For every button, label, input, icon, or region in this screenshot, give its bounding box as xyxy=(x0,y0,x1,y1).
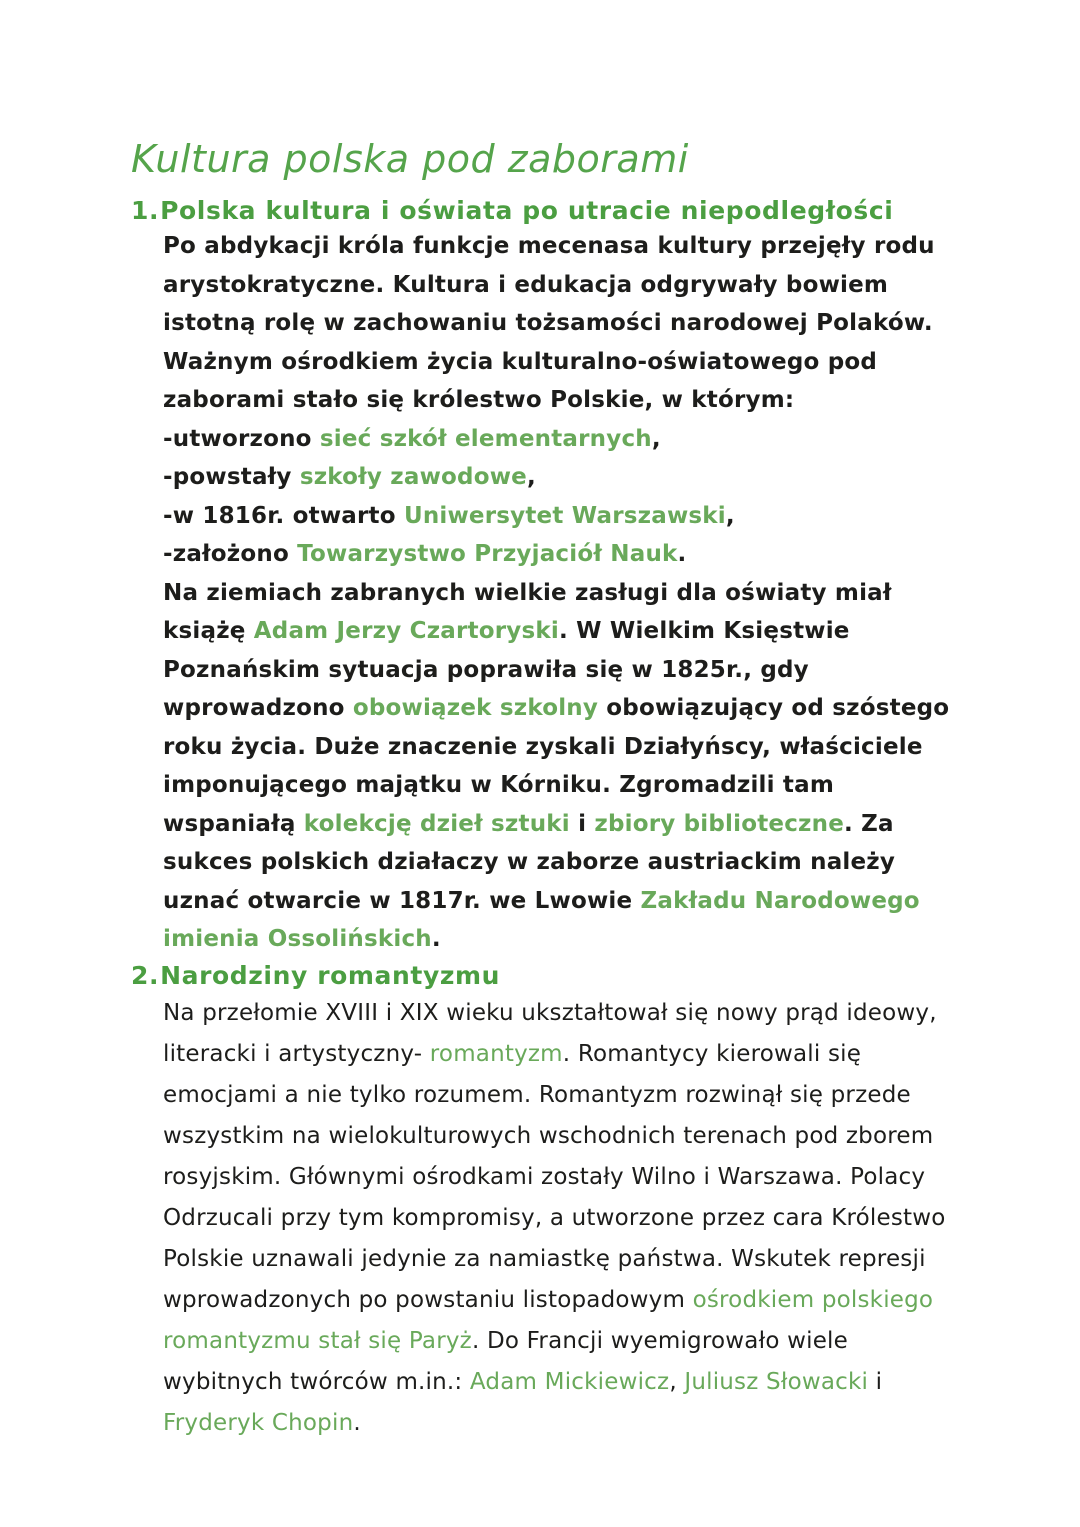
section-2 xyxy=(131,959,954,1444)
highlighted-term: ośrodkiem polskiego romantyzmu stał się Paryż xyxy=(163,1286,934,1354)
text-run: Na przełomie XVIII i XIX wieku ukształtował się nowy prąd ideowy, literacki i artystyczny- xyxy=(163,999,937,1067)
section-heading xyxy=(131,194,954,228)
section-heading-text: Narodziny romantyzmu xyxy=(160,960,501,990)
highlighted-term: Adam Jerzy Czartoryski xyxy=(253,618,559,645)
highlighted-term: Towarzystwo Przyjaciół Nauk xyxy=(297,541,678,568)
text-run: -powstały xyxy=(163,464,300,491)
section-number: 1. xyxy=(131,195,160,225)
highlighted-term: Adam Mickiewicz xyxy=(469,1368,670,1395)
section-body xyxy=(163,993,954,1444)
text-run: , xyxy=(526,464,536,491)
text-run: i xyxy=(569,810,595,837)
highlighted-term: zbiory biblioteczne xyxy=(594,810,845,837)
section-heading xyxy=(131,959,954,993)
highlighted-term: Zakładu Narodowego imienia Ossolińskich xyxy=(163,887,920,953)
text-run: . xyxy=(677,541,687,568)
list-item xyxy=(163,535,954,574)
list-item xyxy=(163,420,954,459)
text-run: Po abdykacji króla funkcje mecenasa kultury przejęły rodu arystokratyczne. Kultura i edukacja odgrywały bowiem istotną rolę w zachowaniu tożsamości narodowej Polaków. Ważnym ośrodkiem życia kulturalno-oświatowego pod zaborami stało się królestwo Polskie, w którym: xyxy=(163,233,935,414)
text-run: . Za sukces polskich działaczy w zaborze austriackim należy uznać otwarcie w 1817r. we Lwowie xyxy=(163,810,896,914)
highlighted-term: Juliusz Słowacki xyxy=(684,1368,869,1395)
highlighted-term: sieć szkół elementarnych xyxy=(319,425,652,452)
text-run: , xyxy=(651,425,661,452)
document-title: Kultura polska pod zaborami xyxy=(131,137,689,181)
list-item xyxy=(163,497,954,536)
paragraph xyxy=(163,227,954,420)
highlighted-term: kolekcję dzieł sztuki xyxy=(303,810,570,837)
text-run: , xyxy=(669,1368,685,1395)
text-run: . xyxy=(431,926,441,953)
section-body xyxy=(163,227,954,959)
text-run: . W Wielkim Księstwie Poznańskim sytuacja poprawiła się w 1825r., gdy wprowadzono xyxy=(163,618,850,722)
highlighted-term: szkoły zawodowe xyxy=(299,464,527,491)
text-run: , xyxy=(725,502,735,529)
text-run: i xyxy=(868,1368,883,1395)
text-run: -utworzono xyxy=(163,425,320,452)
highlighted-term: obowiązek szkolny xyxy=(352,695,599,722)
section-heading-text: Polska kultura i oświata po utracie niepodległości xyxy=(160,195,894,225)
highlighted-term: romantyzm xyxy=(429,1040,563,1067)
text-run: . Romantycy kierowali się emocjami a nie tylko rozumem. Romantyzm rozwinął się przede wszystkim na wielokulturowych wschodnich terenach pod zborem rosyjskim. Głównymi ośrodkami zostały Wilno i Warszawa. Polacy Odrzucali przy tym kompromisy, a utworzone przez cara Królestwo Polskie uznawali jedynie za namiastkę państwa. Wskutek represji wprowadzonych po powstaniu listopadowym xyxy=(163,1040,946,1313)
list-item xyxy=(163,458,954,497)
paragraph xyxy=(163,574,954,959)
text-run: -w 1816r. otwarto xyxy=(163,502,404,529)
text-run: -założono xyxy=(163,541,298,568)
highlighted-term: Uniwersytet Warszawski xyxy=(403,502,726,529)
highlighted-term: Fryderyk Chopin xyxy=(163,1409,354,1436)
text-run: Na ziemiach zabranych wielkie zasługi dla oświaty miał książę xyxy=(163,579,892,645)
paragraph xyxy=(163,993,954,1444)
text-run: . xyxy=(353,1409,361,1436)
section-number: 2. xyxy=(131,960,160,990)
sections xyxy=(131,194,954,1444)
text-run: obowiązujący od szóstego roku życia. Duże znaczenie zyskali Działyńscy, właściciele imponującego majątku w Kórniku. Zgromadzili tam wspaniałą xyxy=(163,695,950,837)
text-run: . Do Francji wyemigrowało wiele wybitnych twórców m.in.: xyxy=(163,1327,848,1395)
section-1 xyxy=(131,194,954,959)
